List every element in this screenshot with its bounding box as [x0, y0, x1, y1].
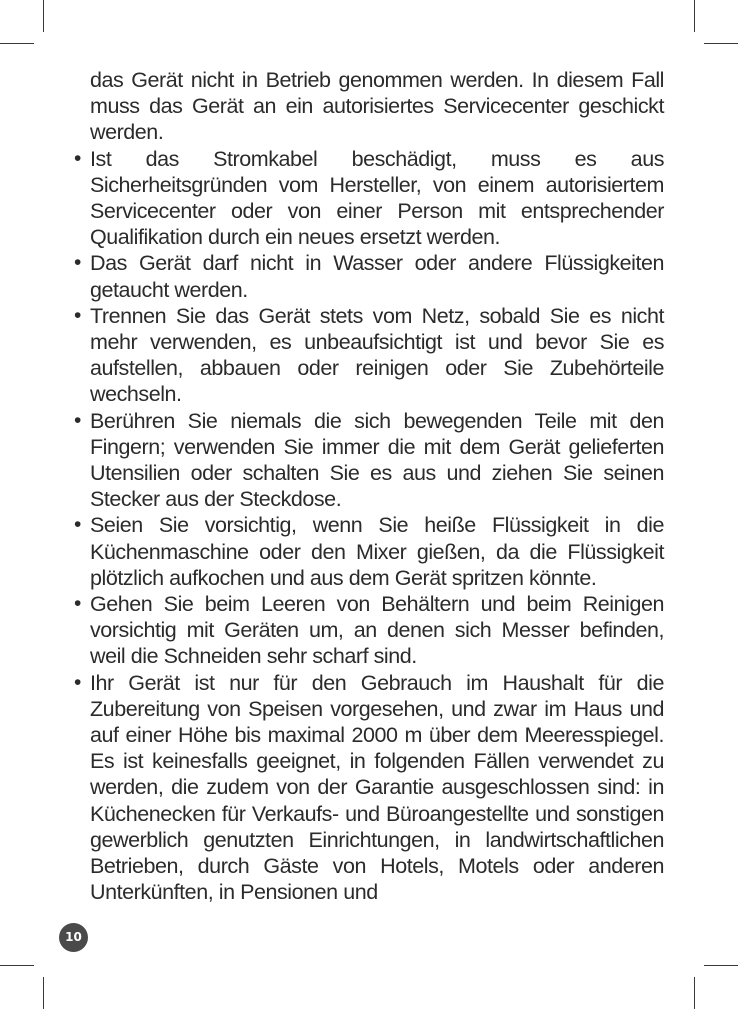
- list-item: [74, 512, 664, 591]
- crop-mark-bottom-left-vertical: [43, 977, 44, 1009]
- list-item-text: Berühren Sie niemals die sich bewegenden Teile mit den Fingern; verwenden Sie immer die mit dem Gerät gelieferten Utensilien oder schalten Sie es aus und ziehen Sie seinen Stecker aus der Steckdose.: [90, 408, 664, 512]
- crop-mark-bottom-left-horizontal: [0, 965, 34, 966]
- bullet-icon: •: [74, 670, 81, 694]
- bullet-icon: •: [74, 251, 81, 275]
- list-item: [74, 408, 664, 513]
- list-item: [74, 670, 664, 906]
- crop-mark-bottom-right-vertical: [694, 977, 695, 1009]
- list-item: [74, 303, 664, 408]
- crop-mark-top-right-vertical: [694, 0, 695, 32]
- document-body: [74, 67, 664, 906]
- crop-mark-top-left-horizontal: [0, 43, 34, 44]
- list-item-text: Ist das Stromkabel beschädigt, muss es aus Sicherheitsgründen vom Hersteller, von einem autorisiertem Servicecenter oder von einer Person mit entsprechender Qualifikation durch ein neues ersetzt werden.: [90, 146, 664, 250]
- bullet-icon: •: [74, 513, 81, 537]
- list-item-text: Seien Sie vorsichtig, wenn Sie heiße Flüssigkeit in die Küchenmaschine oder den Mixer gießen, da die Flüssigkeit plötzlich aufkochen und aus dem Gerät spritzen könnte.: [90, 513, 664, 590]
- list-item: [74, 591, 664, 670]
- bullet-icon: •: [74, 146, 81, 170]
- list-item: [74, 250, 664, 302]
- list-item-text: Das Gerät darf nicht in Wasser oder andere Flüssigkeiten getaucht werden.: [90, 251, 664, 302]
- list-item-text: Ihr Gerät ist nur für den Gebrauch im Haushalt für die Zubereitung von Speisen vorgesehen, und zwar im Haus und auf einer Höhe bis maximal 2000 m über dem Meeresspiegel. Es ist keinesfalls geeignet, in folgenden Fällen verwendet zu werden, die zudem von der Garantie ausgeschlossen sind: in Küchenecken für Verkaufs- und Büroangestellte und sonstigen gewerblich genutzten Einrichtungen, in landwirtschaftlichen Betrieben, durch Gäste von Hotels, Motels oder anderen Unterkünften, in Pensionen und: [90, 670, 664, 905]
- intro-continuation: das Gerät nicht in Betrieb genommen werden. In diesem Fall muss das Gerät an ein autorisiertes Servicecenter geschickt werden.: [90, 68, 664, 145]
- crop-mark-bottom-right-horizontal: [704, 965, 738, 966]
- bullet-icon: •: [74, 303, 81, 327]
- list-item-text: Gehen Sie beim Leeren von Behältern und beim Reinigen vorsichtig mit Geräten um, an denen sich Messer befinden, weil die Schneiden sehr scharf sind.: [90, 592, 664, 669]
- page-number-badge: 10: [59, 923, 88, 952]
- bullet-icon: •: [74, 592, 81, 616]
- crop-mark-top-right-horizontal: [704, 43, 738, 44]
- crop-mark-top-left-vertical: [43, 0, 44, 32]
- list-item: [74, 146, 664, 251]
- bullet-icon: •: [74, 408, 81, 432]
- list-item-text: Trennen Sie das Gerät stets vom Netz, sobald Sie es nicht mehr verwenden, es unbeaufsichtigt ist und bevor Sie es aufstellen, abbauen oder reinigen oder Sie Zubehörteile wechseln.: [90, 303, 664, 407]
